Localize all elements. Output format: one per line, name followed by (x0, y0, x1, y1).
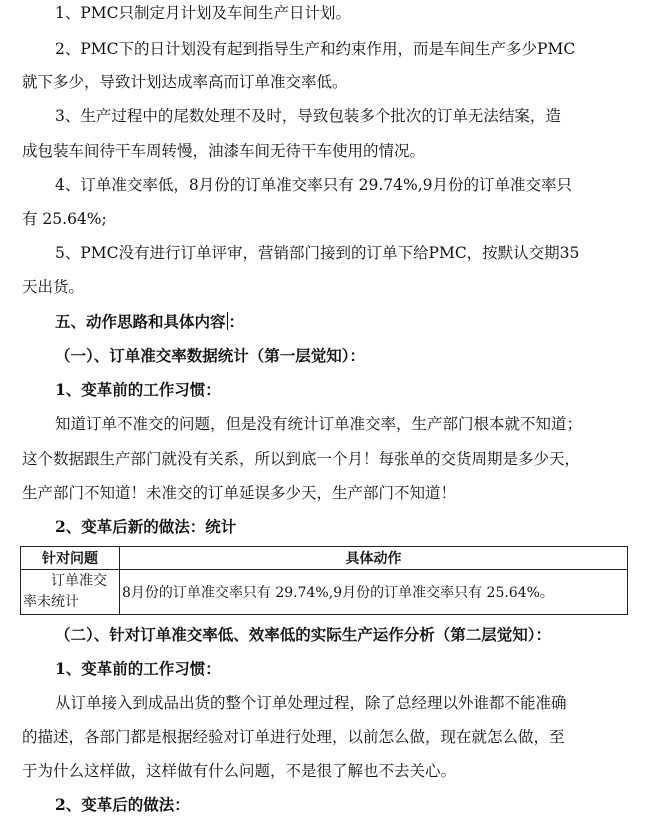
section-5-heading-colon: ： (228, 312, 245, 331)
body-1-line-2: 这个数据跟生产部门就没有关系，所以到底一个月！每张单的交货周期是多少天， (22, 450, 581, 468)
paragraph-3-line-2: 成包装车间待干车周转慢，油漆车间无待干车使用的情况。 (22, 142, 426, 160)
body-2-line-2: 的描述，各部门都是根据经验对订单进行处理，以前怎么做，现在就怎么做，至 (22, 728, 565, 746)
table-row (21, 570, 628, 615)
cell-issue (21, 570, 120, 615)
table-header-row (21, 547, 628, 570)
part-1-heading: （一）、订单准交率数据统计（第一层觉知）： (55, 346, 366, 365)
body-2-line-3: 于为什么这样做，这样做有什么问题，不是很了解也不去关心。 (22, 762, 457, 780)
paragraph-2-line-1: 2、PMC下的日计划没有起到指导生产和约束作用，而是车间生产多少PMC (55, 40, 576, 58)
text-cursor (227, 312, 228, 330)
paragraph-2-line-2: 就下多少，导致计划达成率高而订单准交率低。 (22, 73, 348, 91)
section-5-heading-text: 五、动作思路和具体内容 (55, 312, 226, 331)
header-issue: 针对问题 (21, 547, 120, 570)
cell-action: 8月份的订单准交率只有 29.74%,9月份的订单准交率只有 25.64%。 (120, 570, 628, 615)
paragraph-1: 1、PMC只制定月计划及车间生产日计划。 (55, 4, 352, 22)
before-habits-heading-1: 1、变革前的工作习惯： (55, 380, 221, 399)
after-method-heading-1: 2、变革后新的做法：统计 (55, 517, 237, 536)
action-table (20, 546, 628, 615)
paragraph-5-line-1: 5、PMC没有进行订单评审，营销部门接到的订单下给PMC，按默认交期35 (55, 244, 580, 262)
before-habits-heading-2: 1、变革前的工作习惯： (55, 659, 221, 678)
header-action: 具体动作 (120, 547, 628, 570)
body-2-line-1: 从订单接入到成品出货的整个订单处理过程，除了总经理以外谁都不能准确 (55, 694, 567, 712)
paragraph-5-line-2: 天出货。 (22, 278, 85, 296)
part-2-heading: （二）、针对订单准交率低、效率低的实际生产运作分析（第二层觉知）： (55, 625, 552, 644)
section-5-heading (55, 312, 659, 332)
paragraph-4-line-1: 4、订单准交率低，8月份的订单准交率只有 29.74%,9月份的订单准交率只 (55, 176, 573, 194)
body-1-line-1: 知道订单不准交的问题，但是没有统计订单准交率，生产部门根本就不知道； (55, 415, 583, 433)
paragraph-4-line-2: 有 25.64%; (22, 210, 107, 228)
body-1-line-3: 生产部门不知道！未准交的订单延误多少天，生产部门不知道！ (22, 484, 457, 502)
cell-issue-line-1: 订单准交 (51, 573, 107, 589)
cell-issue-line-2: 率未统计 (23, 594, 79, 610)
paragraph-3-line-1: 3、生产过程中的尾数处理不及时，导致包装多个批次的订单无法结案，造 (55, 107, 561, 125)
after-method-heading-2: 2、变革后的做法： (55, 795, 190, 814)
